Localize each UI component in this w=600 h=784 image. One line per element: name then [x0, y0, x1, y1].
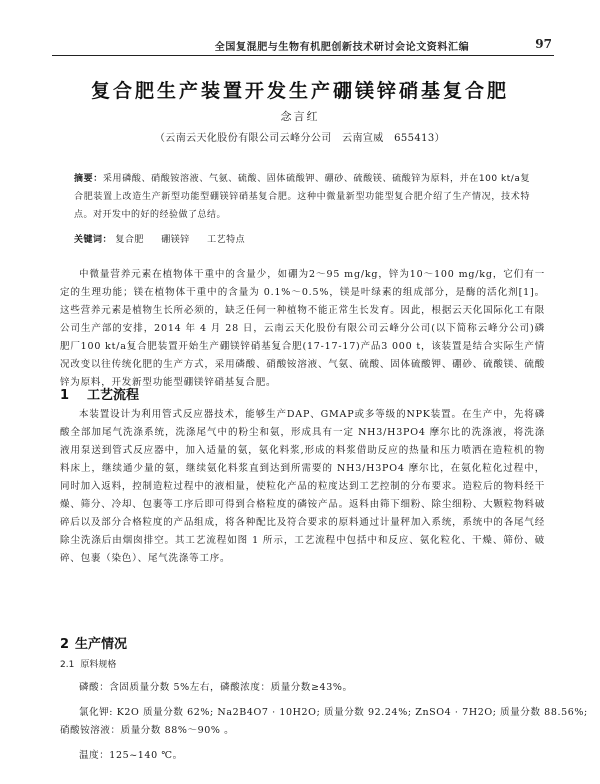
section-heading-production	[60, 633, 127, 652]
material-spec-temperature: 温度：125~140 ℃。	[79, 750, 183, 761]
section-number: 1	[60, 388, 70, 403]
abstract-text: 采用磷酸、硝酸铵溶液、气氨、硫酸、固体硫酸钾、硼砂、硫酸镁、硫酸锌为原料，并在100 kt/a复合肥装置上改造生产新型功能型硼镁锌硝基复合肥。这种中微量新型功能型复合肥介绍了生产情况，技术特点。对开发中的好的经验做了总结。	[74, 174, 530, 220]
keyword-item: 硼镁锌	[161, 235, 190, 245]
keywords	[74, 232, 530, 245]
intro-paragraph: 中微量营养元素在植物体干重中的含量少，如硼为2～95 mg/kg，锌为10～100 mg/kg，它们有一定的生理功能；镁在植物体干重中的含量为 0.1%～0.5%，镁是叶绿素的组成部分，是酶的活化剂[1]。这些营养元素是植物生长所必须的，缺乏任何一种植物不能正常生长发育。因此，根据云天化国际化工有限公司生产部的安排，2014 年 4 月 28 日，云南云天化股份有限公司云峰分公司(以下简称云峰分公司)磷肥厂100 kt/a复合肥装置开始生产硼镁锌硝基复合肥(17-17-17)产品3 000 t，该装置是结合实际生产情况改变以往传统化肥的生产方式，采用磷酸、硝酸铵溶液、气氨、硫酸、固体硫酸钾、硼砂、硫酸镁、硫酸锌为原料，开发新型功能型硼镁锌硝基复合肥。	[60, 269, 545, 388]
subsection-title: 原料规格	[80, 660, 117, 670]
material-spec-ammonium-nitrate: 硝酸铵溶液：质量分数 88%～90% 。	[60, 725, 235, 736]
abstract-label: 摘要：	[74, 174, 103, 184]
subsection-number: 2.1	[60, 660, 75, 670]
process-paragraph: 本装置设计为利用管式反应器技术，能够生产DAP、GMAP或多等级的NPK装置。在生产中，先将磷酸全部加尾气洗涤系统，洗涤尾气中的粉尘和氨，形成具有一定 NH3/H3PO4 摩尔比的洗涤液，将洗涤液用泵送到管式反应器中，加入适量的氨，氨化料浆,形成的料浆借助反应的热量和压力喷洒在造粒机的物料床上，继续通少量的氨，继续氨化料浆直到达到所需要的 NH3/H3PO4 摩尔比，在氨化粒化过程中，同时加入返料，控制造粒过程中的液相量，使粒化产品的粒度达到工艺控制的分布要求。造粒后的物料经干燥、筛分、冷却、包裹等工序后即可得到合格粒度的磷铵产品。返料由筛下细粉、除尘细粉、大颗粒物料破碎后以及部分合格粒度的产品组成，将各种配比及符合要求的原料通过计量秤加入系统，系统中的各尾气经除尘洗涤后由烟囱排空。其工艺流程如图 1 所示，工艺流程中包括中和反应、氨化粒化、干燥、筛份、破碎、包裹（染色）、尾气洗涤等工序。	[60, 409, 545, 564]
page-number: 97	[535, 37, 552, 51]
material-spec-potassium-chloride: 氯化钾: K2O 质量分数 62%; Na2B4O7 · 10H2O; 质量分数 92.24%; ZnSO4 · 7H2O; 质量分数 88.56%;	[79, 707, 588, 718]
keyword-item: 复合肥	[115, 235, 144, 245]
material-spec-phosphoric-acid: 磷酸：含固质量分数 5%左右，磷酸浓度：质量分数≥43%。	[79, 682, 353, 693]
author-name: 念言红	[280, 110, 320, 123]
section-heading-process	[60, 384, 139, 403]
keywords-label: 关键词：	[74, 235, 113, 245]
running-title: 全国复混肥与生物有机肥创新技术研讨会论文资料汇编	[214, 42, 470, 53]
section-title: 生产情况	[75, 637, 128, 652]
section-number: 2	[60, 637, 70, 652]
subsection-heading-materials	[60, 657, 116, 670]
running-header	[52, 37, 554, 56]
paper-title: 复合肥生产装置开发生产硼镁锌硝基复合肥	[90, 80, 509, 102]
keyword-item: 工艺特点	[207, 235, 246, 245]
abstract	[74, 170, 530, 224]
section-title: 工艺流程	[87, 388, 140, 403]
author-affiliation: （云南云天化股份有限公司云峰分公司 云南宣威 655413）	[154, 133, 446, 144]
